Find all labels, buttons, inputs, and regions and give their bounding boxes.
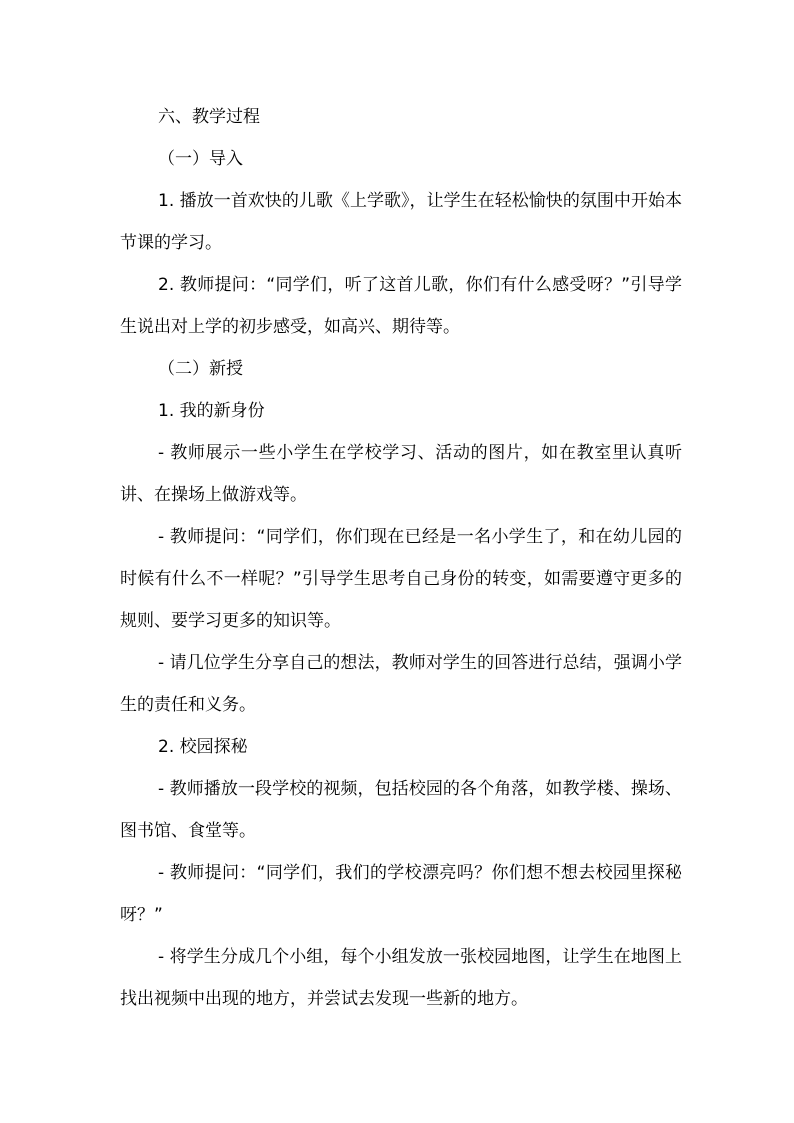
section-heading: 六、教学过程 <box>158 107 260 127</box>
bullet-campus-1: - 教师播放一段学校的视频，包括校园的各个角落，如教学楼、操场、图书馆、食堂等。 <box>120 779 682 841</box>
item-heading-campus: 2. 校园探秘 <box>158 737 248 757</box>
bullet-identity-3: - 请几位学生分享自己的想法，教师对学生的回答进行总结，强调小学生的责任和义务。 <box>120 653 682 715</box>
item-heading-identity: 1. 我的新身份 <box>158 401 265 421</box>
bullet-campus-2: - 教师提问：“同学们，我们的学校漂亮吗？你们想不想去校园里探秘呀？” <box>120 863 682 925</box>
subsection-heading-new: （二）新授 <box>158 359 243 379</box>
document-page <box>120 96 682 1020</box>
bullet-identity-2: - 教师提问：“同学们，你们现在已经是一名小学生了，和在幼儿园的时候有什么不一样呢？”引导学生思考自己身份的转变，如需要遵守更多的规则、要学习更多的知识等。 <box>120 527 682 631</box>
paragraph-intro-step-1: 1. 播放一首欢快的儿歌《上学歌》，让学生在轻松愉快的氛围中开始本节课的学习。 <box>120 191 682 253</box>
bullet-campus-3: - 将学生分成几个小组，每个小组发放一张校园地图，让学生在地图上找出视频中出现的地方，并尝试去发现一些新的地方。 <box>120 947 682 1009</box>
subsection-heading-intro: （一）导入 <box>158 149 243 169</box>
bullet-identity-1: - 教师展示一些小学生在学校学习、活动的图片，如在教室里认真听讲、在操场上做游戏等。 <box>120 443 682 505</box>
paragraph-intro-step-2: 2. 教师提问：“同学们，听了这首儿歌，你们有什么感受呀？”引导学生说出对上学的初步感受，如高兴、期待等。 <box>120 275 682 337</box>
